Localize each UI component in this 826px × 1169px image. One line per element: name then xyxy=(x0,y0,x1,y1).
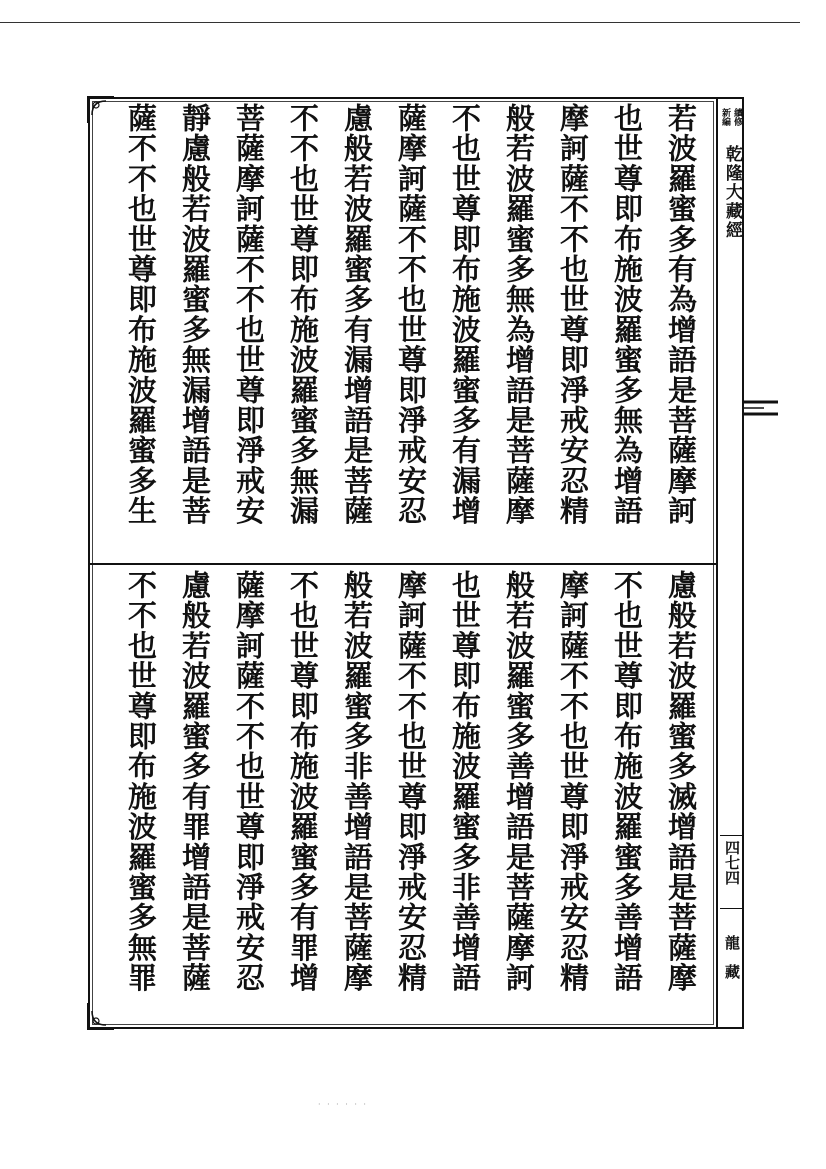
top-rule xyxy=(0,22,800,23)
text-column: 慮般若波羅蜜多滅增語是菩薩摩 xyxy=(664,570,698,993)
page-number: 四七四 xyxy=(723,840,741,885)
text-column: 靜慮般若波羅蜜多無漏增語是菩 xyxy=(178,103,212,526)
text-column: 慮般若波羅蜜多有罪增語是菩薩 xyxy=(178,570,212,993)
scan-marks: · · · · · · xyxy=(318,1100,368,1109)
text-column: 也世尊即布施波羅蜜多無為增語 xyxy=(610,103,644,526)
volume-label: 龍藏 xyxy=(723,935,741,993)
text-column: 不也世尊即布施波羅蜜多善增語 xyxy=(610,570,644,993)
text-column: 般若波羅蜜多無為增語是菩薩摩 xyxy=(502,103,536,526)
text-column: 摩訶薩不不也世尊即淨戒安忍精 xyxy=(394,570,428,993)
text-column: 薩不不也世尊即布施波羅蜜多生 xyxy=(124,103,158,526)
panel-divider xyxy=(90,563,718,565)
side-tab-marker-icon xyxy=(744,398,778,418)
text-column: 也世尊即布施波羅蜜多非善增語 xyxy=(448,570,482,993)
text-column: 若波羅蜜多有為增語是菩薩摩訶 xyxy=(664,103,698,526)
collection-subtitle: 續修 xyxy=(732,108,742,126)
text-column: 不不也世尊即布施波羅蜜多無漏 xyxy=(286,103,320,526)
text-column: 慮般若波羅蜜多有漏增語是菩薩 xyxy=(340,103,374,526)
text-panel-top xyxy=(98,103,708,558)
text-column: 菩薩摩訶薩不不也世尊即淨戒安 xyxy=(232,103,266,526)
text-column: 不也世尊即布施波羅蜜多有罪增 xyxy=(286,570,320,993)
collection-subtitle: 新編 xyxy=(720,108,730,126)
text-panel-bottom xyxy=(98,570,708,1025)
text-column: 般若波羅蜜多善增語是菩薩摩訶 xyxy=(502,570,536,993)
text-column: 摩訶薩不不也世尊即淨戒安忍精 xyxy=(556,103,590,526)
text-column: 不不也世尊即布施波羅蜜多無罪 xyxy=(124,570,158,993)
text-column: 摩訶薩不不也世尊即淨戒安忍精 xyxy=(556,570,590,993)
text-column: 薩摩訶薩不不也世尊即淨戒安忍 xyxy=(232,570,266,993)
text-column: 般若波羅蜜多非善增語是菩薩摩 xyxy=(340,570,374,993)
text-column: 不也世尊即布施波羅蜜多有漏增 xyxy=(448,103,482,526)
collection-title: 乾隆大藏經 xyxy=(722,145,742,240)
text-column: 薩摩訶薩不不也世尊即淨戒安忍 xyxy=(394,103,428,526)
